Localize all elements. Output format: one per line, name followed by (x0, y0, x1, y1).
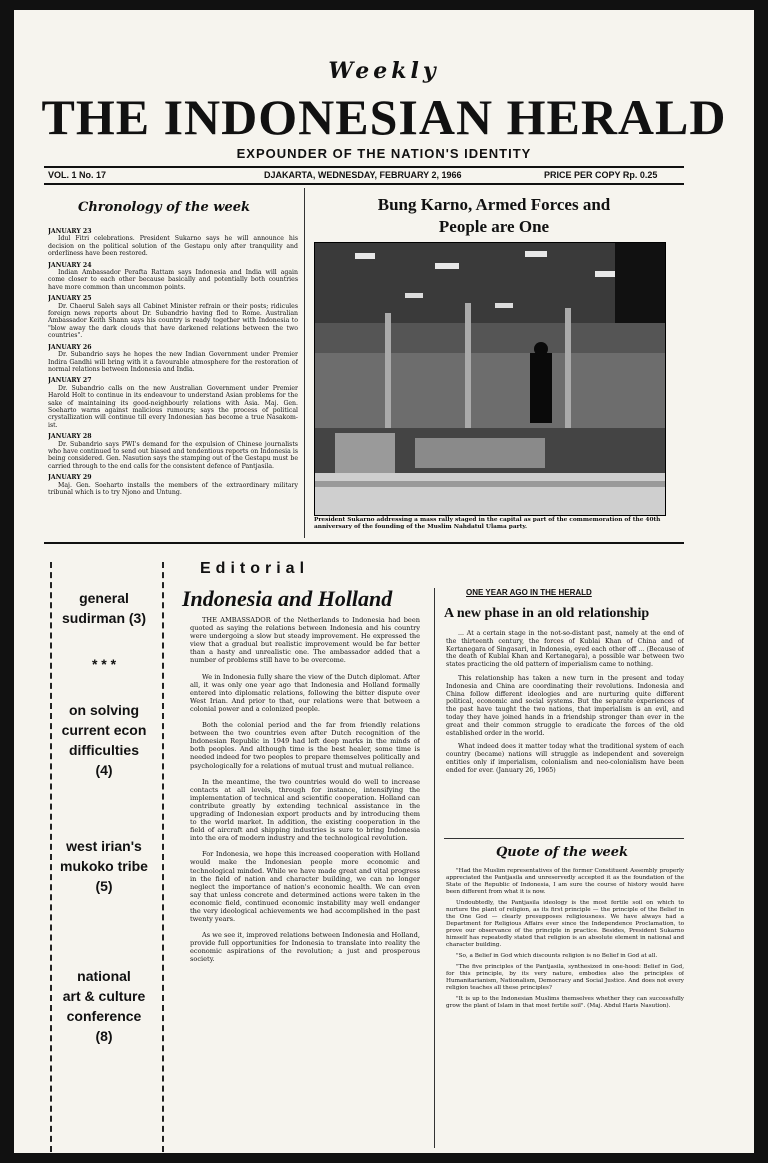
entry-text: Dr. Subandrio says PWI's demand for the expulsion of Chinese journalists who have continued to send out biased and tendentious reports on Indonesia is being considered. Gen. Nasution says the stamping out of the Gestapu must be carried through to the end calls for the consistent defence of Pantjasila. (48, 440, 298, 470)
column-divider (304, 188, 305, 538)
chronology-list (48, 224, 298, 554)
quote-heading: Quote of the week (495, 845, 629, 860)
chronology-entry (48, 474, 298, 496)
masthead-rule-bottom (44, 183, 684, 185)
lead-headline-line1: Bung Karno, Armed Forces and (377, 195, 611, 214)
chronology-heading: Chronology of the week (77, 200, 250, 215)
editorial-paragraph: We in Indonesia fully share the view of the Dutch diplomat. After all, it was only one year ago that Indonesia and Holland formally entered into diplomatic relations, following the bitter dispute over West Irian. And prior to that, our relations were that between a colonial power and a colonized people. (190, 672, 420, 713)
chronology-entry (48, 295, 298, 339)
quote-paragraph: "The five principles of the Pantjasila, synthesized in one-hood: Belief in God, for this principle, by its very nature, embodies also the principles of Humanitarianism, Nationalism, Democracy and Social Justice. And does not every religion teaches all these principles? (446, 964, 684, 991)
masthead-motto: EXPOUNDER OF THE NATION'S IDENTITY (236, 146, 532, 161)
index-item-line: current econ (61, 722, 147, 738)
entry-text: Indian Ambassador Perafta Rattam says Indonesia and India will again come closer to each other because basically and potentially both countries have more common than uncommon points. (48, 269, 298, 291)
year-ago-label: ONE YEAR AGO IN THE HERALD (466, 588, 592, 597)
year-ago-paragraph: ... At a certain stage in the not-so-distant past, namely at the end of the thirteenth century, the forces of Kublai Khan of China and of Kertanegara of Singasari, in Indonesia, eyed each other off ... (Because of the death of Kublai Khan and Kertanegara), a possible war between two states practicing the old pattern of imperialism came to nothing. (446, 630, 684, 669)
entry-date: JANUARY 25 (48, 295, 92, 303)
entry-date: JANUARY 24 (48, 261, 92, 269)
index-item-line: sudirman (3) (61, 610, 146, 626)
entry-date: JANUARY 26 (48, 343, 92, 351)
index-item-line: mukoko tribe (60, 858, 148, 874)
photo-caption: President Sukarno addressing a mass rally staged in the capital as part of the commemoration of the 40th anniversary of the founding of the Muslim Nahdatul Ulama party. (314, 517, 661, 530)
editorial-paragraph: For Indonesia, we hope this increased cooperation with Holland would make the Indonesian people more economic and technological minded. While we have made great and vital progress in the field of nation and character building, we can no longer neglect the importance of nation's economic health. We can even say that unless concrete and determined actions were taken in the economic field, continued economic instability may well endanger the very ideological achievements we had accomplished in the past twenty years. (190, 850, 420, 924)
volume-number: VOL. 1 No. 17 (48, 170, 107, 180)
entry-date: JANUARY 27 (48, 377, 92, 385)
chronology-entry (48, 262, 298, 292)
entry-date: JANUARY 23 (48, 228, 92, 235)
editorial-paragraph: THE AMBASSADOR of the Netherlands to Indonesia had been quoted as saying the relations between Indonesia and his country were undergoing a slow but steady improvement. He expressed the view that a gradual but realistic improvement would be far better than a hasty and unrealistic one. The ambassador added that a number of problems still have to be overcome. (190, 616, 420, 665)
price: PRICE PER COPY Rp. 0.25 (544, 170, 658, 180)
lead-headline (314, 194, 674, 238)
editorial-paragraph: As we see it, improved relations between Indonesia and Holland, provide full opportunities for Indonesia to translate into reality the economic aspirations of the revolution; a just and prosperous society. (190, 931, 420, 964)
editorial-paragraph: In the meantime, the two countries would do well to increase contacts at all levels, through for instance, intensifying the implementation of technical and scientific cooperation. Holland can contribute greatly by extending technical assistance in the upgrading of Indonesian export products and by introducing them to the world market. In addition, the existing cooperation in the field of aircraft and shipping industries is sure to bring Indonesia into the era of modern industry and the technological revolution. (190, 777, 420, 843)
editorial-body (190, 616, 420, 1151)
year-ago-headline: A new phase in an old relationship (444, 606, 650, 621)
quote-paragraph: "It is up to the Indonesian Muslims themselves whether they can successfully grow the plant of Islam in that most fertile soil". (Maj. Abdul Haris Nasution). (446, 996, 684, 1009)
entry-date: JANUARY 29 (48, 474, 92, 482)
index-item[interactable] (44, 700, 164, 780)
entry-text: Maj. Gen. Soeharto installs the members of the extraordinary military tribunal which is to try Njono and Untung. (48, 481, 298, 496)
column-divider (434, 588, 435, 1148)
editorial-paragraph: Both the colonial period and the far from friendly relations between the two countries even after Dutch recognition of the Indonesian Republic in 1949 had left deep marks in the minds of both peoples. And although time is the best healer, some time is needed indeed for two peoples to prepare themselves politically and psychologically for a relations of mutual trust and mutual reliance. (190, 721, 420, 770)
masthead-title: THE INDONESIAN HERALD (41, 89, 727, 145)
index-separator: * * * (91, 656, 117, 672)
masthead-weekly: Weekly (328, 58, 440, 84)
index-item-line: west irian's (66, 838, 142, 854)
chronology-entry (48, 433, 298, 470)
index-item-line: conference (66, 1008, 142, 1024)
quote-paragraph: "So, a Belief in God which discounts religion is no Belief in God at all. (456, 953, 658, 959)
index-item[interactable] (44, 966, 164, 1046)
year-ago-body (446, 630, 684, 820)
issue-date: DJAKARTA, WEDNESDAY, FEBRUARY 2, 1966 (264, 170, 462, 180)
index-item-line: national (77, 968, 131, 984)
chronology-entry (48, 228, 298, 258)
section-rule (44, 542, 684, 544)
rally-photo (314, 242, 666, 516)
entry-date: JANUARY 28 (48, 433, 92, 441)
editorial-label: Editorial (200, 560, 310, 577)
entry-text: Dr. Subandrio says he hopes the new Indian Government under Premier Indira Gandhi will bring with it a favourable atmosphere for the restoration of normal relations between Indonesia and India. (48, 351, 298, 373)
index-item-line: general (79, 590, 129, 606)
index-item[interactable] (44, 588, 164, 628)
index-item-line: art & culture (62, 988, 146, 1004)
quote-rule (444, 838, 684, 839)
index-item-line: on solving (69, 702, 139, 718)
index-item-line: (5) (95, 878, 113, 894)
quote-body (446, 868, 684, 1018)
year-ago-paragraph: What indeed does it matter today what the traditional system of each country (became) nations will struggle as independent and sovereign entities only if imperialism, colonialism and neo-colonialism have been ended for ever. (January 26, 1965) (446, 743, 684, 774)
chronology-entry (48, 344, 298, 374)
entry-text: Dr. Subandrio calls on the new Australian Government under Premier Harold Holt to continue in its endeavour to understand Asian problems for the sake of maintaining its good-neighbourly relations with Asia. Maj. Gen. Soeharto warns against malicious rumours; says the process of political crystallization will continue till every Indonesian has become a true Nasakom-ist. (48, 384, 298, 429)
index-item-line: (4) (95, 762, 113, 778)
chronology-entry (48, 377, 298, 429)
quote-paragraph: Undoubtedly, the Pantjasila ideology is the most fertile soil on which to nurture the plant of religion, as its first principle — the principle of the Belief in the One God — clearly presupposes religiousness. We have always had a Department for Religious Affairs ever since the Independence Proclamation, to prove our observance of the principle in practice. Besides, President Sukarno himself has repeatedly stated that religion is an absolute element in national and character building. (446, 900, 684, 948)
newspaper-page (14, 10, 754, 1153)
entry-text: Dr. Chaerul Saleh says all Cabinet Minister refrain or their posts; ridicules foreign news reports about Dr. Subandrio having fled to Rome. Australian Ambassador Keith Shann says his country is ready together with Indonesia to "blow away the dark clouds that have darkened relations between the two countries". (48, 302, 298, 340)
masthead-rule-top (44, 166, 684, 168)
editorial-headline: Indonesia and Holland (182, 586, 393, 611)
entry-text: Idul Fitri celebrations. President Sukarno says he will announce his decision on the political solution of the Gestapu only after tranquility and orderliness have been restored. (48, 235, 298, 258)
index-item-line: (8) (95, 1028, 113, 1044)
year-ago-paragraph: This relationship has taken a new turn in the present and today Indonesia and China are coordinating their revolutions. Indonesia and China follow different ideologies and are nurturing quite different political, economic and social systems. But the separate experiences of the past have taught the two nations, that imperialism is an evil, and today they have joined hands in a friendship stronger than ever in the great and their common struggle to eradicate the forces of the old established order in the world. (446, 674, 684, 737)
index-item[interactable] (44, 836, 164, 896)
quote-paragraph: "Had the Muslim representatives of the former Constituent Assembly properly appreciated the Pantjasila and unreservedly accepted it as the foundation of the State of the Republic of Indonesia, I am sure the course of history would have been different from what it is now. (446, 868, 684, 895)
lead-headline-line2: People are One (438, 217, 550, 236)
index-item-line: difficulties (68, 742, 139, 758)
